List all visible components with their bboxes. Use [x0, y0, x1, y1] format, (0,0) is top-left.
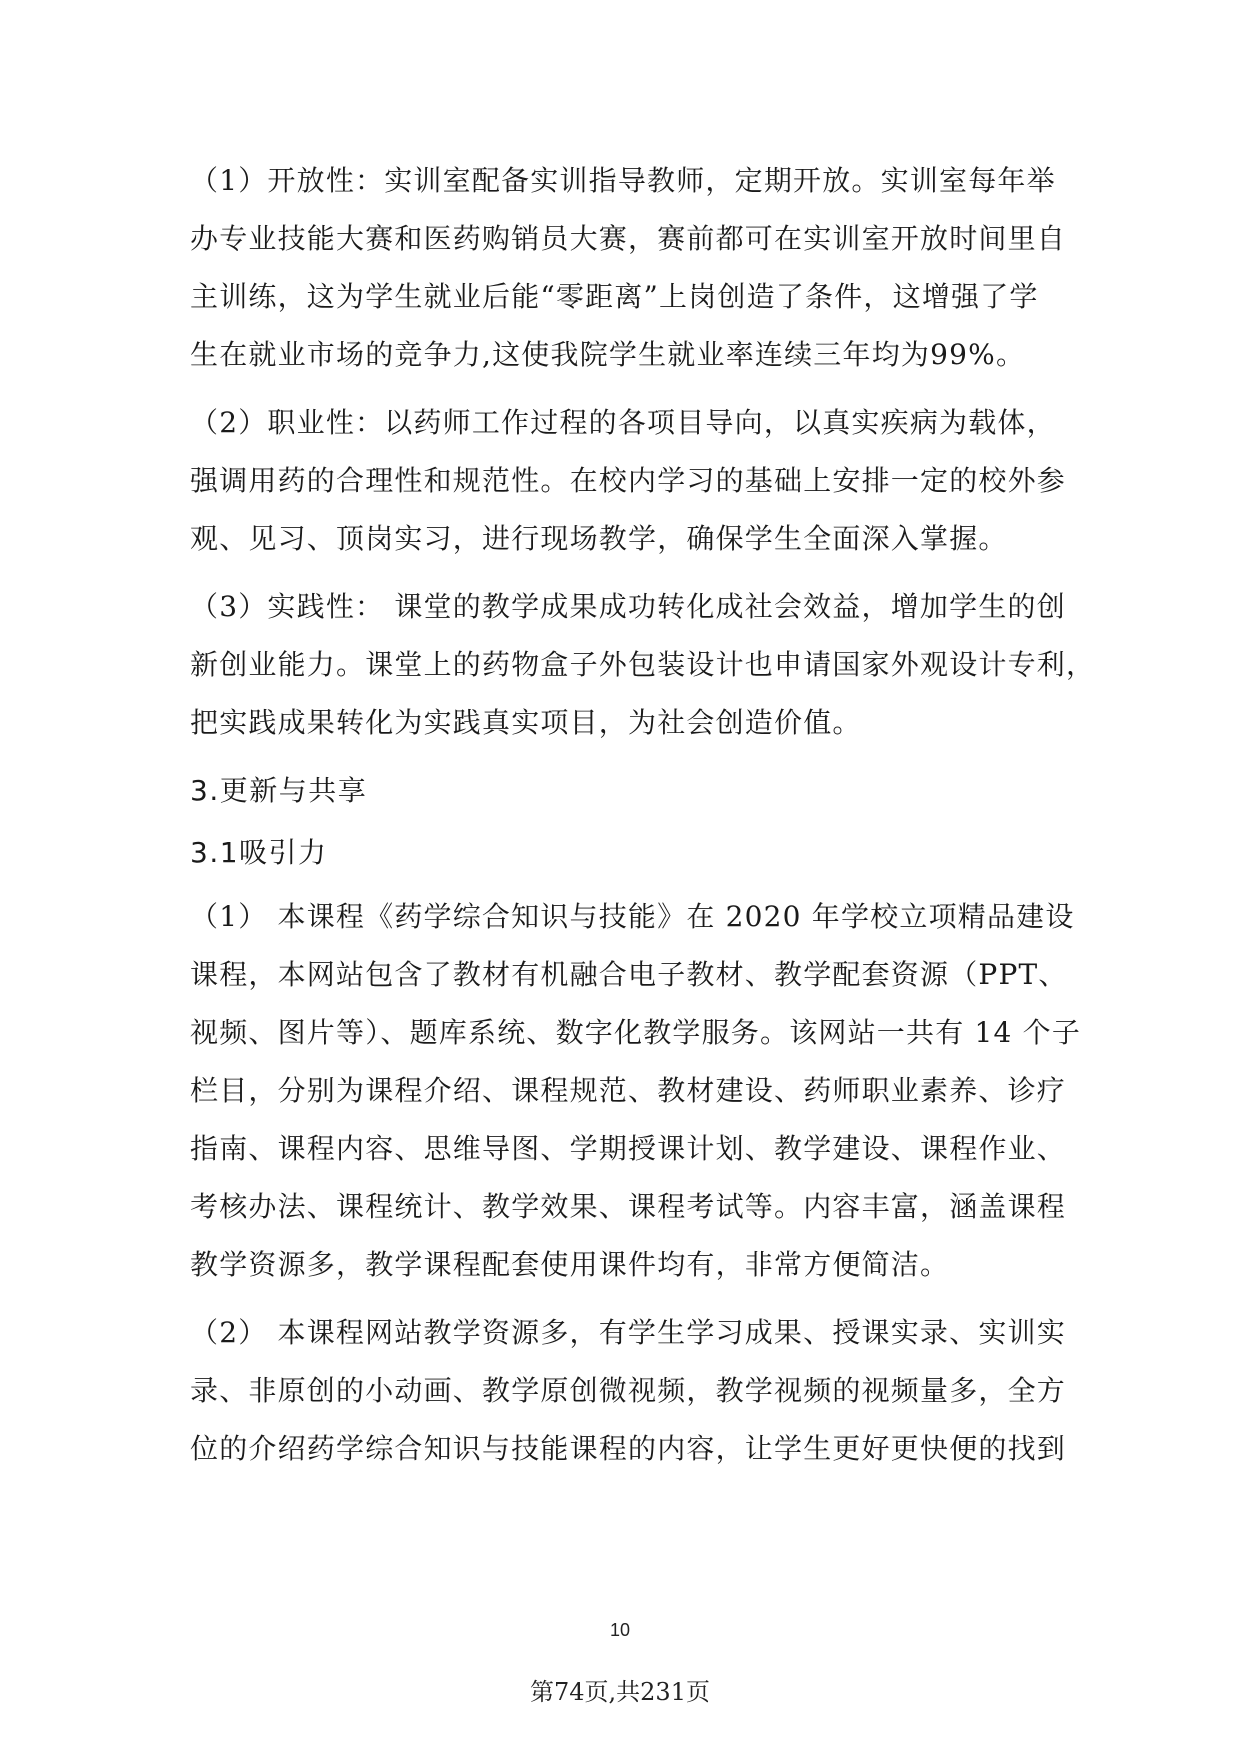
page-number: 10 — [609, 1620, 631, 1640]
paragraph-line: 主训练，这为学生就业后能“零距离”上岗创造了条件，这增强了学 — [190, 280, 1039, 313]
paragraph-line: 指南、课程内容、思维导图、学期授课计划、教学建设、课程作业、 — [190, 1132, 1067, 1165]
paragraph-line: 教学资源多，教学课程配套使用课件均有，非常方便简洁。 — [190, 1248, 950, 1281]
paragraph-line: （2） 本课程网站教学资源多，有学生学习成果、授课实录、实训实 — [190, 1316, 1066, 1349]
paragraph-line: 课程，本网站包含了教材有机融合电子教材、教学配套资源（PPT、 — [190, 958, 1068, 991]
paragraph-line: 办专业技能大赛和医药购销员大赛，赛前都可在实训室开放时间里自 — [190, 222, 1067, 255]
paragraph-line: 录、非原创的小动画、教学原创微视频，教学视频的视频量多，全方 — [190, 1374, 1067, 1407]
paragraph-line: 栏目，分别为课程介绍、课程规范、教材建设、药师职业素养、诊疗 — [190, 1074, 1067, 1107]
subsection-heading: 3.1吸引力 — [190, 836, 328, 869]
section-heading: 3.更新与共享 — [190, 774, 368, 807]
paragraph-line: 新创业能力。课堂上的药物盒子外包装设计也申请国家外观设计专利， — [190, 648, 1096, 681]
paragraph-line: 强调用药的合理性和规范性。在校内学习的基础上安排一定的校外参 — [190, 464, 1067, 497]
paragraph-line: 视频、图片等）、题库系统、数字化教学服务。该网站一共有 14 个子 — [190, 1016, 1082, 1049]
page-footer: 第74页,共231页 — [530, 1678, 710, 1706]
paragraph-line: 位的介绍药学综合知识与技能课程的内容，让学生更好更快便的找到 — [190, 1432, 1067, 1465]
paragraph-line: 考核办法、课程统计、教学效果、课程考试等。内容丰富，涵盖课程 — [190, 1190, 1067, 1223]
paragraph-line: （1）开放性：实训室配备实训指导教师，定期开放。实训室每年举 — [190, 164, 1056, 197]
paragraph-line: （2）职业性：以药师工作过程的各项目导向，以真实疾病为载体， — [190, 406, 1056, 439]
paragraph-line: 观、见习、顶岗实习，进行现场教学，确保学生全面深入掌握。 — [190, 522, 1008, 555]
paragraph-line: 把实践成果转化为实践真实项目，为社会创造价值。 — [190, 706, 862, 739]
paragraph-line: 生在就业市场的竞争力,这使我院学生就业率连续三年均为99%。 — [190, 338, 1026, 371]
paragraph-line: （3）实践性： 课堂的教学成果成功转化成社会效益，增加学生的创 — [190, 590, 1066, 623]
paragraph-line: （1） 本课程《药学综合知识与技能》在 2020 年学校立项精品建设 — [190, 900, 1075, 933]
